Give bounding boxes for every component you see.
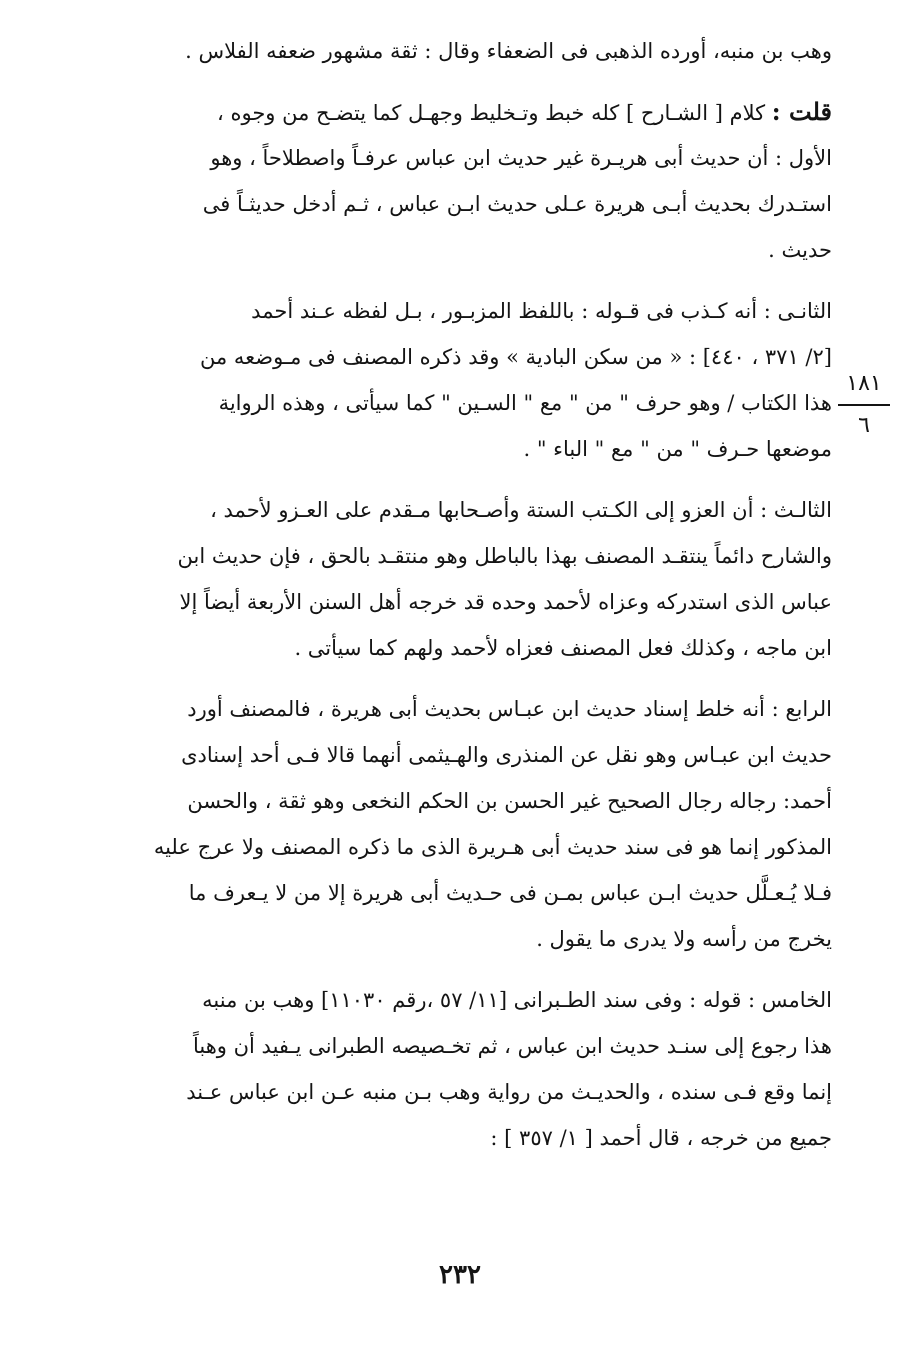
main-text [124,28,832,1176]
margin-page-reference [838,370,890,440]
text-line: أحمد: رجاله رجال الصحيح غير الحسن بن الحكم النخعى وهو ثقة ، والحسن [187,789,832,813]
lead-word: قلت : [771,97,832,126]
text-line-rest: كلام [ الشـارح ] كله خبط وتـخليط وجهـل كما يتضـح من وجوه ، [217,101,766,125]
margin-reference-top: ١٨١ [846,371,882,396]
paragraph-third [124,487,832,671]
text-line: والشارح دائماً ينتقـد المصنف بهذا بالباطل وهو منتقـد بالحق ، فإن حديث ابن [177,544,832,568]
page-number: ٢٣٢ [439,1260,481,1290]
text-line: عباس الذى استدركه وعزاه لأحمد وحده قد خرجه أهل السنن الأربعة أيضاً إلا [179,590,832,614]
text-line: الأول : أن حديث أبى هريـرة غير حديث ابن عباس عرفـاً واصطلاحاً ، وهو [210,146,832,170]
paragraph-intro [124,28,832,74]
text-line: فـلا يُـعـلَّل حديث ابـن عباس بمـن فى حـديث أبى هريرة إلا من لا يـعرف ما [188,881,832,905]
text-line: ابن ماجه ، وكذلك فعل المصنف فعزاه لأحمد ولهم كما سيأتى . [294,636,832,660]
text-line: جميع من خرجه ، قال أحمد [ ١/ ٣٥٧ ] : [490,1126,832,1150]
text-line: موضعها حـرف " من " مع " الباء " . [523,437,832,461]
paragraph-fifth [124,977,832,1161]
paragraph-qultu [124,89,832,273]
text-line: الثالـث : أن العزو إلى الكـتب الستة وأصـحابها مـقدم على العـزو لأحمد ، [210,498,832,522]
text-line: إنما وقع فـى سنده ، والحديـث من رواية وهب بـن منبه عـن ابن عباس عـند [186,1080,832,1104]
text-line: الخامس : قوله : وفى سند الطـبرانى [١١/ ٥٧ ،رقم ١١٠٣٠] وهب بن منبه [202,988,832,1012]
text-line: استـدرك بحديث أبـى هريرة عـلى حديث ابـن عباس ، ثـم أدخل حديثـاً فى [202,192,832,216]
paragraph-fourth [124,686,832,962]
text-line: وهب بن منبه، أورده الذهبى فى الضعفاء وقال : ثقة مشهور ضعفه الفلاس . [185,39,832,63]
text-line: [٢/ ٣٧١ ، ٤٤٠] : « من سكن البادية » وقد ذكره المصنف فى مـوضعه من [199,345,832,369]
text-line: المذكور إنما هو فى سند حديث أبى هـريرة الذى ما ذكره المصنف ولا عرج عليه [153,835,832,859]
text-line: هذا الكتاب / وهو حرف " من " مع " السـين " كما سيأتى ، وهذه الرواية [218,391,832,415]
text-line: حديث . [768,238,832,262]
margin-reference-bottom: ٦ [858,413,870,438]
text-line: حديث ابن عبـاس وهو نقل عن المنذرى والهـيثمى أنهما قالا فـى أحد إسنادى [181,743,832,767]
margin-reference-divider [838,404,890,406]
text-line: الرابع : أنه خلط إسناد حديث ابن عبـاس بحديث أبى هريرة ، فالمصنف أورد [187,697,832,721]
text-line [124,89,832,135]
text-line: يخرج من رأسه ولا يدرى ما يقول . [536,927,832,951]
text-line: الثانـى : أنه كـذب فى قـوله : باللفظ المزبـور ، بـل لفظه عـند أحمد [251,299,832,323]
paragraph-second [124,288,832,472]
text-line: هذا رجوع إلى سنـد حديث ابن عباس ، ثم تخـصيصه الطبرانى يـفيد أن وهباً [192,1034,832,1058]
